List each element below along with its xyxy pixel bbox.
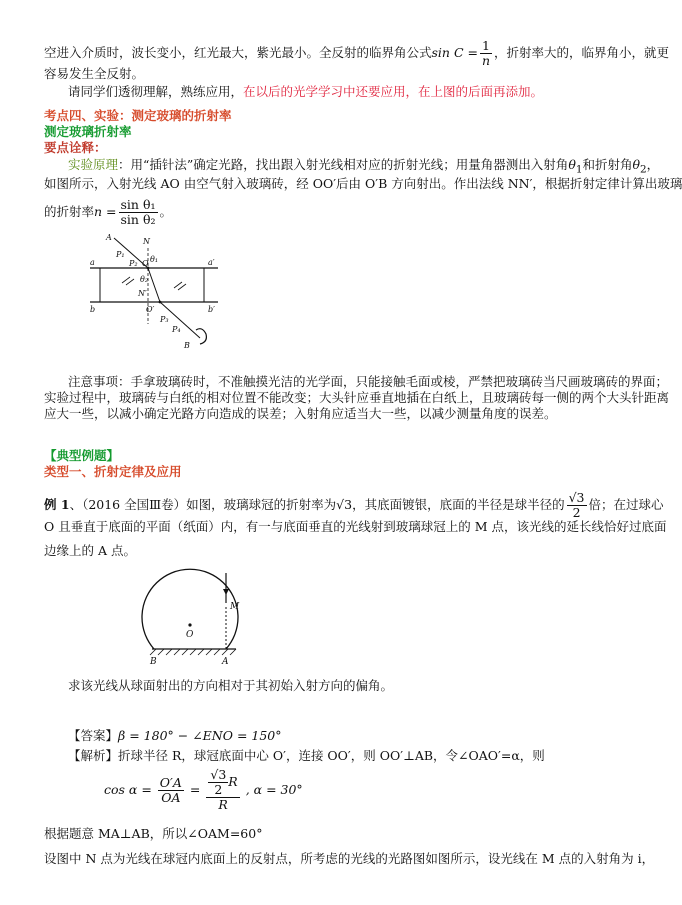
center-point: [188, 623, 191, 626]
notes-line-1: 注意事项：手拿玻璃砖时，不准触摸光洁的光学面，只能接触毛面或棱，严禁把玻璃砖当尺画玻璃砖的界面；: [68, 374, 669, 389]
theta-symbol: θ: [632, 157, 641, 172]
analysis-line-1: [68, 748, 545, 764]
fraction-denominator: R: [218, 797, 228, 812]
glass-hatch: [178, 284, 186, 290]
analysis-line-2: 根据题意 MA⊥AB，所以∠OAM=60°: [44, 826, 263, 841]
fraction-numerator: √3: [568, 490, 585, 505]
glass-hatch: [126, 279, 134, 285]
equals-sign: =: [189, 782, 201, 797]
inner-numerator: √3: [210, 767, 227, 782]
answer-line: [68, 728, 282, 744]
answer-label: 【答案】: [68, 728, 119, 743]
label-theta1: θ₁: [150, 255, 159, 264]
subscript: 2: [640, 163, 647, 176]
alpha-value: , α = 30°: [245, 782, 303, 797]
fraction-numerator: O′A: [159, 774, 182, 790]
key-points-label: 要点诠释：: [44, 140, 107, 155]
fraction-numerator: 1: [480, 39, 492, 54]
critical-angle-formula: sin C =: [431, 45, 478, 60]
text-segment: 。: [159, 204, 173, 219]
fraction-1-over-n: [480, 39, 492, 68]
label-a-prime: a′: [208, 258, 215, 267]
text-segment: 和折射角: [582, 157, 633, 172]
notes-line-2: 实验过程中，玻璃砖与白纸的相对位置不能改变；大头针应垂直地插在白纸上，且玻璃砖每一侧的两个大头针距离: [44, 390, 670, 405]
text-segment: ，折射率大的，临界角小，就更: [494, 45, 670, 60]
example1-line-3: 边缘上的 A 点。: [44, 543, 136, 558]
top-line-1: [44, 39, 669, 68]
label-P1: P₁: [116, 250, 125, 259]
label-N-prime: N′: [138, 289, 147, 298]
glass-hatch: [122, 277, 130, 283]
refracted-ray: [148, 268, 160, 302]
label-theta2: θ₂: [140, 275, 149, 284]
top-line-2: 容易发生全反射。: [44, 66, 145, 81]
principle-line-3: [44, 198, 172, 227]
n-equals: n =: [94, 204, 117, 219]
principle-line-2: 如图所示，入射光线 AO 由空气射入玻璃砖，经 OO′后由 O′B 方向射出。作出法线 NN′，根据折射定律计算出玻璃: [44, 176, 682, 191]
glass-slab-diagram: [88, 232, 222, 356]
fraction-denominator: n: [481, 53, 491, 68]
principle-line-1: [68, 157, 659, 178]
notes-line-3: 应大一些，以减小确定光路方向造成的误差；入射角应适当大一些，以减少测量角度的误差。: [44, 406, 557, 421]
question-text: 求该光线从球面射出的方向相对于其初始入射方向的偏角。: [68, 678, 394, 693]
text-segment: 、（2016 全国Ⅲ卷）如图，玻璃球冠的折射率为: [69, 497, 337, 512]
fraction-denominator: sin θ₂: [120, 212, 156, 227]
label-a: a: [90, 258, 95, 267]
text-segment: ：用“插针法”确定光路，找出跟入射光线相对应的折射光线；用量角器测出入射角: [118, 157, 569, 172]
radius-ratio-fraction: [206, 768, 239, 812]
type1-heading: 类型一、折射定律及应用: [44, 464, 182, 479]
example-label: 例 1: [44, 497, 70, 512]
label-b-prime: b′: [208, 305, 215, 314]
label-O: O: [186, 630, 194, 640]
label-P4: P₄: [172, 325, 181, 334]
label-B: B: [184, 341, 190, 350]
analysis-label: 【解析】: [68, 748, 119, 763]
subscript: 1: [575, 163, 583, 176]
arrow-down-icon: [223, 589, 229, 595]
label-O-prime: O′: [146, 305, 155, 314]
label-b: b: [90, 305, 96, 314]
fraction-numerator: [206, 768, 239, 798]
text-segment: 空进入介质时，波长变小，红光最大，紫光最小。全反射的临界角公式: [44, 45, 432, 60]
label-B: B: [150, 657, 157, 667]
sqrt3-over-2-fraction: [567, 491, 587, 520]
label-A: A: [222, 657, 229, 667]
label-O: O: [142, 259, 149, 268]
principle-label: 实验原理: [68, 157, 119, 172]
text-segment: 倍；在过球心: [588, 497, 664, 512]
text-segment: 请同学们透彻理解，熟练应用，: [68, 84, 244, 99]
fraction-denominator: OA: [161, 789, 181, 805]
cos-alpha-lhs: cos α =: [104, 782, 152, 797]
text-segment: ，其底面镀银，底面的半径是球半径的: [352, 497, 565, 512]
text-segment: 的折射率: [44, 204, 95, 219]
sin-ratio-fraction: [119, 198, 158, 227]
inner-fraction: [208, 768, 228, 797]
section-subheading: 测定玻璃折射率: [44, 124, 132, 139]
fraction-numerator: sin θ₁: [120, 197, 156, 212]
section-heading: 考点四、实验：测定玻璃的折射率: [44, 108, 232, 123]
label-P2: P₂: [129, 259, 138, 268]
red-emphasis-text: 在以后的光学学习中还要应用，在上图的后面再添加。: [243, 84, 544, 99]
radius-symbol: R: [228, 774, 238, 789]
inner-denominator: 2: [214, 782, 223, 797]
label-A: A: [106, 233, 112, 242]
examples-heading: 【典型例题】: [44, 448, 120, 463]
cos-alpha-equation: [104, 768, 303, 812]
glass-hatch: [174, 282, 182, 288]
label-P3: P₃: [160, 315, 169, 324]
oa-fraction: [158, 776, 184, 805]
analysis-line-3: 设图中 N 点为光线在球冠内底面上的反射点，所考虑的光线的光路图如图所示，设光线在 M 点的入射角为 i，: [44, 851, 655, 866]
sqrt3-symbol: √3: [336, 497, 353, 512]
label-N: N: [143, 237, 150, 246]
text-segment: ，: [646, 157, 660, 172]
spherical-cap-diagram: [140, 567, 250, 667]
label-M: M: [230, 602, 240, 612]
answer-formula: β = 180° − ∠ENO = 150°: [118, 728, 282, 743]
fraction-denominator: 2: [572, 505, 581, 520]
example1-line-1: [44, 491, 664, 520]
glass-brick: [100, 268, 204, 302]
theta-symbol: θ: [568, 157, 576, 172]
top-line-3: [68, 84, 543, 100]
analysis-text: 折球半径 R，球冠底面中心 O′，连接 OO′，则 OO′⊥AB，令∠OAO′=α，则: [118, 748, 545, 763]
example1-line-2: O 且垂直于底面的平面（纸面）内，有一与底面垂直的光线射到玻璃球冠上的 M 点，该光线的延长线恰好过底面: [44, 519, 667, 534]
